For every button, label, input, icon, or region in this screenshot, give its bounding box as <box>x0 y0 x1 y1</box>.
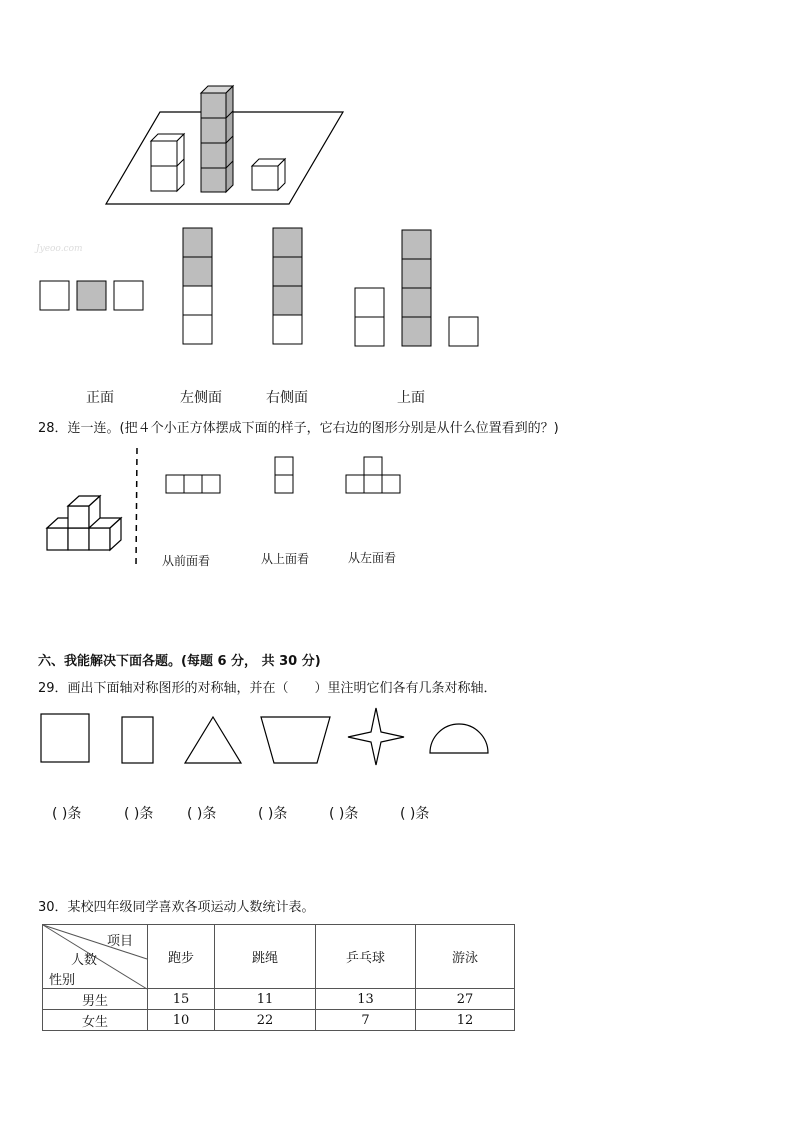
answer-blank-3[interactable]: ( )条 <box>187 806 217 822</box>
corner-label-count: 人数 <box>71 953 98 968</box>
table-cell: 10 <box>148 1010 215 1031</box>
table-cell: 13 <box>316 989 416 1010</box>
q30-prompt: 30．某校四年级同学喜欢各项运动人数统计表。 <box>38 900 315 915</box>
row-label: 男生 <box>43 989 148 1010</box>
answer-blank-2[interactable]: ( )条 <box>124 806 154 822</box>
semicircle-icon <box>430 724 488 753</box>
trapezoid-icon <box>261 717 330 763</box>
column-header: 游泳 <box>416 925 515 989</box>
sports-stats-table <box>42 924 515 1031</box>
view-label-front: 正面 <box>86 390 114 406</box>
table-row <box>43 1010 515 1031</box>
column-header: 乒乓球 <box>316 925 416 989</box>
answer-blank-5[interactable]: ( )条 <box>329 806 359 822</box>
answer-blank-1[interactable]: ( )条 <box>52 806 82 822</box>
label-from-left: 从左面看 <box>348 551 397 565</box>
table-corner-cell <box>43 925 148 989</box>
watermark-text: Jyeoo.com <box>36 244 83 254</box>
view-label-right-side: 右侧面 <box>266 390 308 406</box>
label-from-front: 从前面看 <box>162 554 211 568</box>
answer-blank-6[interactable]: ( )条 <box>400 806 430 822</box>
q28-prompt: 28．连一连。(把４个小正方体摆成下面的样子，它右边的图形分别是从什么位置看到的？) <box>38 421 559 436</box>
q29-prompt: 29．画出下面轴对称图形的对称轴，并在（ ）里注明它们各有几条对称轴． <box>38 681 497 696</box>
rectangle-icon <box>122 717 153 763</box>
column-header: 跑步 <box>148 925 215 989</box>
column-header: 跳绳 <box>215 925 316 989</box>
corner-label-item: 项目 <box>107 934 134 949</box>
answer-blank-4[interactable]: ( )条 <box>258 806 288 822</box>
square-icon <box>41 714 89 762</box>
row-label: 女生 <box>43 1010 148 1031</box>
four-point-star-icon <box>348 708 404 765</box>
table-cell: 12 <box>416 1010 515 1031</box>
corner-label-gender: 性别 <box>49 973 76 988</box>
table-row <box>43 989 515 1010</box>
view-label-left-side: 左侧面 <box>180 390 222 406</box>
table-cell: 15 <box>148 989 215 1010</box>
section-6-heading: 六、我能解决下面各题。(每题 6 分， 共 30 分) <box>38 654 321 669</box>
label-from-top: 从上面看 <box>261 552 310 566</box>
view-label-top: 上面 <box>397 390 425 406</box>
triangle-icon <box>185 717 241 763</box>
table-cell: 27 <box>416 989 515 1010</box>
table-cell: 22 <box>215 1010 316 1031</box>
table-cell: 11 <box>215 989 316 1010</box>
table-cell: 7 <box>316 1010 416 1031</box>
